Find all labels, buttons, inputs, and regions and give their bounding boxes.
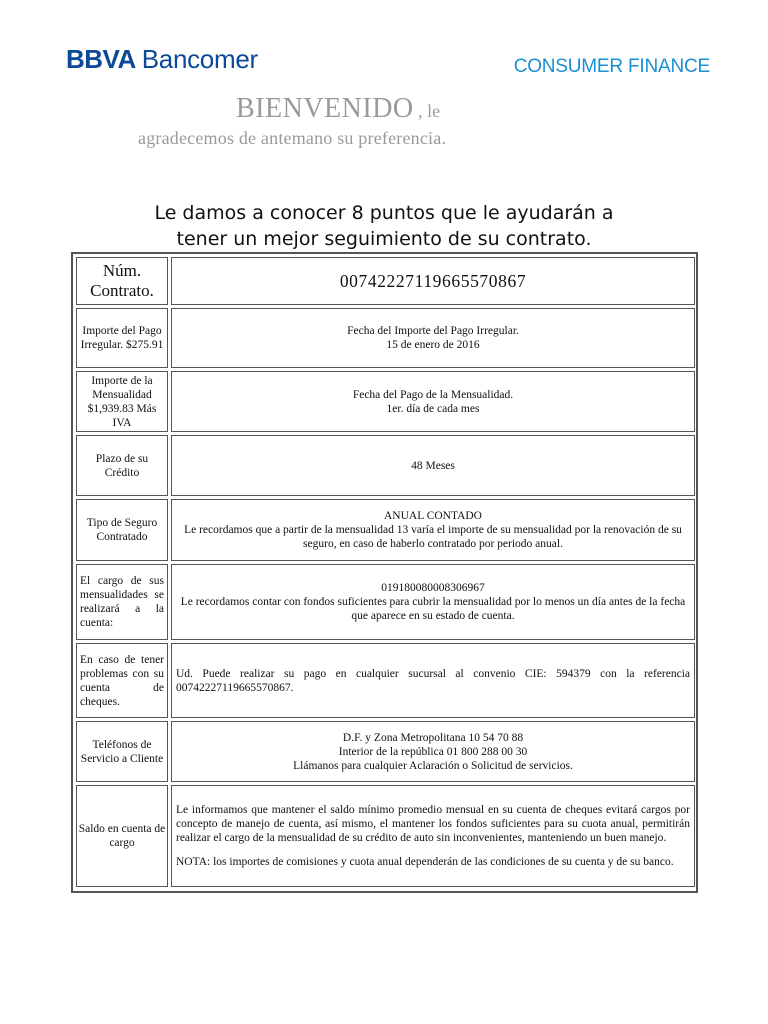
contract-label-line-2: Contrato.	[90, 281, 154, 300]
irregular-payment-date-title: Fecha del Importe del Pago Irregular.	[347, 325, 519, 337]
insurance-type-label: Tipo de Seguro Contratado	[76, 499, 168, 561]
charge-account-note: Le recordamos contar con fondos suficientes para cubrir la mensualidad por lo menos un día antes de la fecha que aparece en su estado de cuenta.	[180, 596, 686, 622]
bbva-bancomer-logo	[66, 44, 258, 78]
welcome-title: BIENVENIDO	[236, 93, 414, 124]
charge-account-label	[76, 564, 168, 640]
phone-note: Llámanos para cualquier Aclaración o Solicitud de servicios.	[293, 759, 573, 772]
welcome-title-suffix: , le	[413, 101, 441, 121]
balance-value	[171, 785, 695, 887]
insurance-note: Le recordamos que a partir de la mensualidad 13 varía el importe de su mensualidad por la renovación de su seguro, en caso de haberlo contratado por periodo anual.	[184, 524, 682, 550]
welcome-heading	[236, 93, 440, 125]
contract-label	[76, 257, 168, 305]
problems-label-text: En caso de tener problemas con su cuenta de cheques.	[80, 653, 164, 708]
phone-interior: Interior de la república 01 800 288 00 30	[338, 745, 528, 758]
contract-number: 00742227119665570867	[171, 257, 695, 305]
contract-label-line-1: Núm.	[102, 261, 142, 280]
irregular-payment-value	[171, 308, 695, 368]
irregular-payment-date: 15 de enero de 2016	[386, 339, 480, 351]
brand-bold: BBVA	[66, 44, 136, 74]
intro-line-1: Le damos a conocer 8 puntos que le ayudarán a	[154, 202, 614, 224]
monthly-payment-value	[171, 371, 695, 432]
problems-value-text: Ud. Puede realizar su pago en cualquier sucursal al convenio CIE: 594379 con la referencia 00742227119665570867.	[176, 667, 690, 694]
welcome-subtitle: agradecemos de antemano su preferencia.	[138, 128, 447, 148]
balance-label: Saldo en cuenta de cargo	[76, 785, 168, 887]
consumer-finance-logo: CONSUMER FINANCE	[513, 56, 710, 77]
brand-name: Bancomer	[141, 44, 258, 74]
monthly-payment-date: 1er. día de cada mes	[386, 402, 480, 415]
insurance-type: ANUAL CONTADO	[384, 510, 482, 522]
credit-term-value: 48 Meses	[171, 435, 695, 496]
paragraph-gap	[176, 845, 690, 855]
monthly-payment-label: Importe de la Mensualidad $1,939.83 Más IVA	[76, 371, 168, 432]
intro-text	[0, 200, 768, 252]
insurance-type-value	[171, 499, 695, 561]
intro-line-2: tener un mejor seguimiento de su contrato.	[176, 228, 592, 250]
balance-paragraph: Le informamos que mantener el saldo mínimo promedio mensual en su cuenta de cheques evitará cargos por concepto de manejo de cuenta, así mismo, el mantener los fondos suficientes para su cuota anual, permitirán realizar el cargo de la mensualidad de su crédito de auto sin inconvenientes, manteniendo un buen manejo.	[176, 804, 690, 844]
problems-label	[76, 643, 168, 718]
charge-account-value	[171, 564, 695, 640]
balance-note: NOTA: los importes de comisiones y cuota anual dependerán de las condiciones de su cuenta y de su banco.	[176, 856, 674, 868]
charge-account-label-text: El cargo de sus mensualidades se realizará a la cuenta:	[80, 575, 164, 629]
phone-df: D.F. y Zona Metropolitana 10 54 70 88	[342, 731, 524, 744]
irregular-payment-label: Importe del Pago Irregular. $275.91	[76, 308, 168, 368]
monthly-payment-date-title: Fecha del Pago de la Mensualidad.	[352, 388, 514, 401]
charge-account-number: 019180080008306967	[381, 582, 485, 594]
contract-info-table	[71, 252, 698, 893]
credit-term-label: Plazo de su Crédito	[76, 435, 168, 496]
customer-service-value	[171, 721, 695, 782]
problems-value	[171, 643, 695, 718]
customer-service-label: Teléfonos de Servicio a Cliente	[76, 721, 168, 782]
